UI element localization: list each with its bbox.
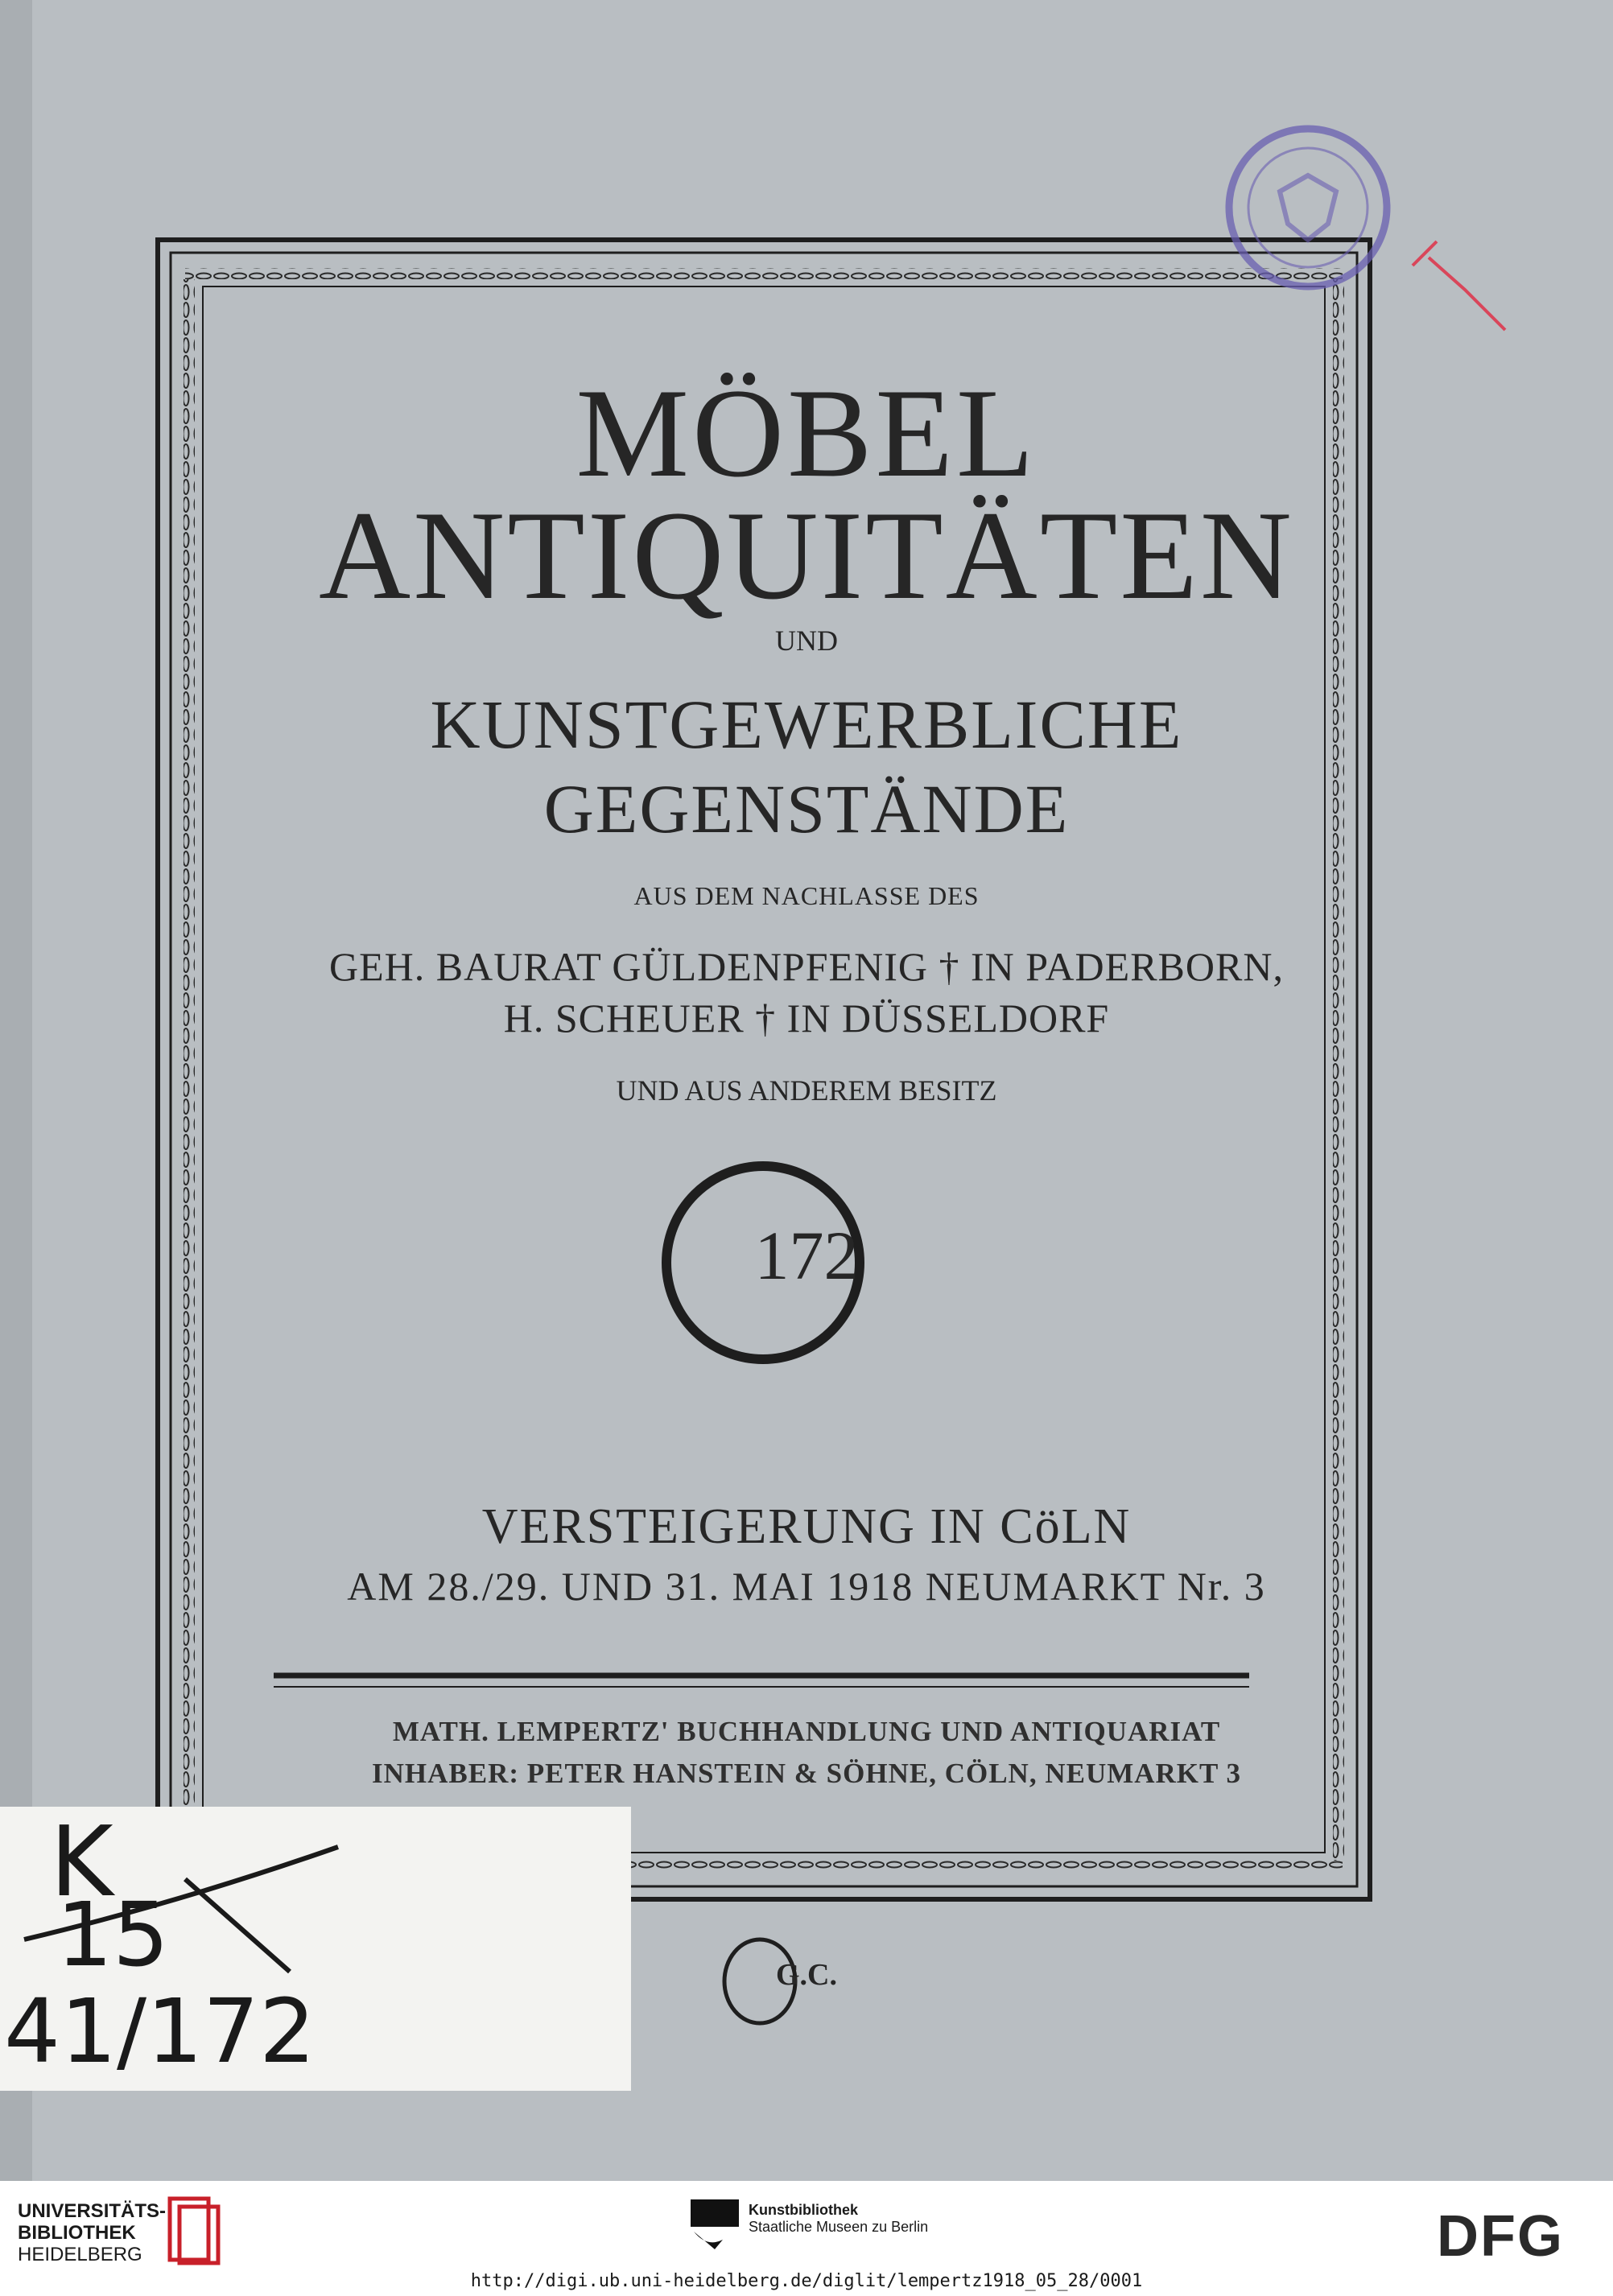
uni-line-1: UNIVERSITÄTS- [18, 2200, 167, 2222]
auction-place: VERSTEIGERUNG IN CöLN [481, 1499, 1132, 1554]
shelfmark-line-1: K [50, 1807, 113, 1919]
title-line-1: MÖBEL [575, 363, 1038, 504]
ub-heidelberg-logo-text [18, 2200, 166, 2265]
strike-through [0, 1807, 631, 2091]
owner-line-1: GEH. BAURAT GÜLDENPFENIG † IN PADERBORN, [329, 944, 1284, 989]
shelfmark-line-2: 15 [56, 1883, 169, 1986]
page-url[interactable]: http://digi.ub.uni-heidelberg.de/diglit/lempertz1918_05_28/0001 [470, 2271, 1143, 2291]
kb-title: Kunstbibliothek [749, 2202, 858, 2218]
subtitle-line-2: GEGENSTÄNDE [543, 770, 1070, 847]
owner-line-2: H. SCHEUER † IN DÜSSELDORF [503, 995, 1110, 1041]
dfg-logo: DFG [1437, 2204, 1564, 2269]
publisher-line-1: MATH. LEMPERTZ' BUCHHANDLUNG UND ANTIQUARIAT [392, 1716, 1221, 1747]
catalog-number: 172 [754, 1217, 859, 1294]
auction-date: AM 28./29. UND 31. MAI 1918 NEUMARKT Nr. 3 [347, 1564, 1266, 1609]
publisher-line-2: INHABER: PETER HANSTEIN & SÖHNE, CÖLN, NEUMARKT 3 [371, 1758, 1241, 1789]
gc-monogram: G.C. [776, 1958, 837, 1992]
ub-heidelberg-logo-icon [165, 2194, 223, 2266]
shelfmark-line-3: 41/172 [4, 1980, 316, 2083]
kunstbibliothek-logo-icon [691, 2199, 739, 2249]
other-provenance: UND AUS ANDEREM BESITZ [616, 1074, 997, 1107]
provenance-intro: AUS DEM NACHLASSE DES [633, 881, 980, 910]
kunstbibliothek-logo-text [749, 2202, 928, 2236]
shelfmark-label [0, 1807, 631, 2091]
uni-line-3: HEIDELBERG [18, 2244, 142, 2265]
title-line-2: ANTIQUITÄTEN [319, 485, 1294, 626]
kb-subtitle: Staatliche Museen zu Berlin [749, 2219, 929, 2235]
uni-line-2: BIBLIOTHEK [18, 2222, 136, 2244]
und-text: UND [775, 624, 838, 657]
subtitle-line-1: KUNSTGEWERBLICHE [430, 686, 1183, 763]
library-stamp [1199, 119, 1417, 304]
